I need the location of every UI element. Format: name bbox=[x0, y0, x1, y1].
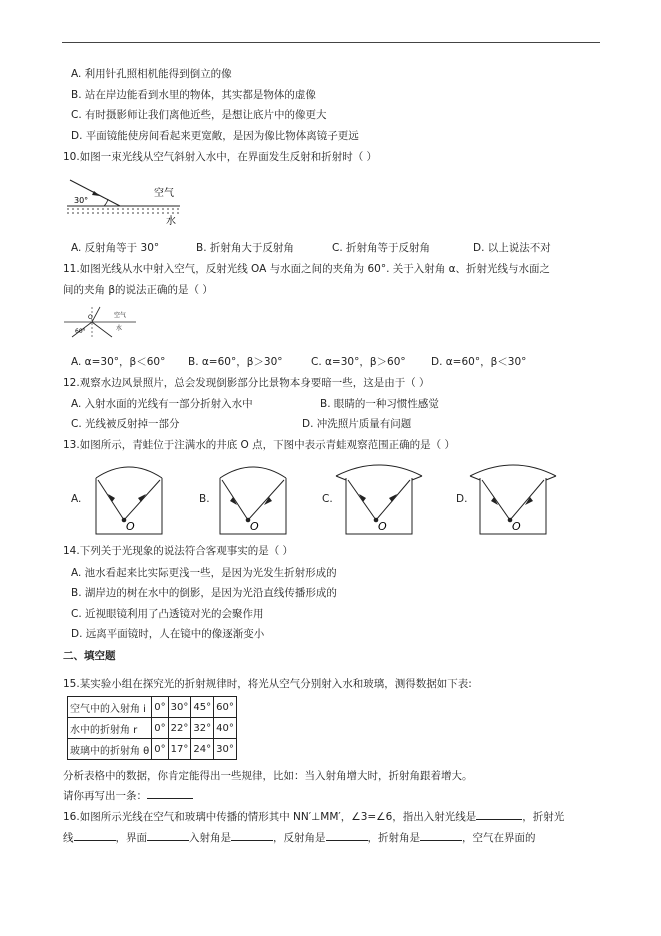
q16-interface-blank[interactable] bbox=[147, 840, 189, 841]
q14-option-b: B. 湖岸边的树在水中的倒影，是因为光沿直线传播形成的 bbox=[71, 587, 337, 599]
q9-option-a: A. 利用针孔照相机能得到倒立的像 bbox=[71, 68, 232, 80]
q11-option-d: D. α=60°，β＜30° bbox=[431, 356, 527, 368]
q14-stem: 14.下列关于光现象的说法符合客观事实的是（ ） bbox=[63, 545, 294, 557]
q10-option-c: C. 折射角等于反射角 bbox=[332, 242, 431, 254]
table-row bbox=[68, 697, 237, 718]
q16-reflection-angle-blank[interactable] bbox=[326, 840, 368, 841]
table-row bbox=[68, 718, 237, 739]
q12-option-a: A. 入射水面的光线有一部分折射入水中 bbox=[71, 398, 253, 410]
q10-water-label: 水 bbox=[166, 216, 176, 227]
q14-option-d: D. 远离平面镜时，人在镜中的像逐渐变小 bbox=[71, 628, 265, 640]
table-cell: 0° bbox=[152, 697, 168, 718]
q15-data-table bbox=[67, 696, 237, 760]
q13-figure-d bbox=[468, 458, 558, 538]
q13-stem: 13.如图所示，青蛙位于注满水的井底 O 点，下图中表示青蛙观察范围正确的是（ ） bbox=[63, 439, 455, 451]
q9-option-d: D. 平面镜能使房间看起来更宽敞，是因为像比物体离镜子更远 bbox=[71, 130, 359, 142]
q16-incident-angle-blank[interactable] bbox=[231, 840, 273, 841]
table-cell: 32° bbox=[191, 718, 214, 739]
q16-text-2e: ，折射角是 bbox=[367, 832, 420, 844]
table-cell: 40° bbox=[214, 718, 237, 739]
table-cell: 水中的折射角 r bbox=[68, 718, 152, 739]
q11-option-b: B. α=60°，β＞30° bbox=[188, 356, 283, 368]
table-cell: 60° bbox=[214, 697, 237, 718]
q10-option-a: A. 反射角等于 30° bbox=[71, 242, 160, 254]
q12-stem: 12.观察水边风景照片，总会发现倒影部分比景物本身要暗一些，这是由于（ ） bbox=[63, 377, 430, 389]
q16-text-2d: ，反射角是 bbox=[273, 832, 326, 844]
q16-refraction-angle-blank[interactable] bbox=[420, 840, 462, 841]
q16-line1 bbox=[63, 810, 564, 824]
q16-text-2c: 入射角是 bbox=[189, 832, 231, 844]
q13-figure-c bbox=[334, 458, 424, 538]
q12-option-b: B. 眼睛的一种习惯性感觉 bbox=[320, 398, 439, 410]
q11-angle-label: 60° bbox=[75, 328, 86, 335]
table-cell: 0° bbox=[152, 718, 168, 739]
q10-option-b: B. 折射角大于反射角 bbox=[196, 242, 294, 254]
table-row bbox=[68, 739, 237, 760]
q15-analysis: 分析表格中的数据，你肯定能得出一些规律，比如：当入射角增大时，折射角跟着增大。 bbox=[63, 770, 473, 782]
q14-option-a: A. 池水看起来比实际更浅一些，是因为光发生折射形成的 bbox=[71, 567, 337, 579]
q16-incident-ray-blank[interactable] bbox=[476, 819, 522, 820]
table-cell: 17° bbox=[168, 739, 191, 760]
q11-option-a: A. α=30°，β＜60° bbox=[71, 356, 166, 368]
q16-refracted-ray-blank[interactable] bbox=[74, 840, 116, 841]
q11-o-label: O bbox=[88, 314, 93, 321]
q10-stem: 10.如图一束光线从空气斜射入水中，在界面发生反射和折射时（ ） bbox=[63, 151, 378, 163]
header-rule bbox=[62, 42, 600, 43]
q12-option-d: D. 冲洗照片质量有问题 bbox=[302, 418, 412, 430]
q10-figure bbox=[62, 172, 192, 232]
table-cell: 30° bbox=[168, 697, 191, 718]
q11-stem-line1: 11.如图光线从水中射入空气，反射光线 OA 与水面之间的夹角为 60°. 关于入射角 α、折射光线与水面之 bbox=[63, 263, 551, 275]
q16-text-2b: ，界面 bbox=[115, 832, 147, 844]
q10-option-d: D. 以上说法不对 bbox=[473, 242, 551, 254]
q13-a-point: O bbox=[126, 520, 135, 533]
q14-option-c: C. 近视眼镜利用了凸透镜对光的会聚作用 bbox=[71, 608, 264, 620]
q16-text-2a: 线 bbox=[63, 832, 74, 844]
q15-answer-blank[interactable] bbox=[147, 798, 193, 799]
q13-b-point: O bbox=[250, 520, 259, 533]
q11-option-c: C. α=30°，β＞60° bbox=[311, 356, 406, 368]
q16-text-2f: ，空气在界面的 bbox=[462, 832, 536, 844]
section-heading: 二、填空题 bbox=[63, 650, 116, 662]
q16-text-1: 16.如图所示光线在空气和玻璃中传播的情形其中 NN′⊥MM′，∠3=∠6，指出入射光线是 bbox=[63, 811, 477, 823]
q16-line2 bbox=[63, 831, 536, 845]
q13-label-c: C. bbox=[322, 493, 333, 505]
q13-label-a: A. bbox=[71, 493, 82, 505]
table-cell: 玻璃中的折射角 θ bbox=[68, 739, 152, 760]
q10-air-label: 空气 bbox=[154, 188, 174, 199]
q11-air-label: 空气 bbox=[114, 312, 127, 319]
q15-stem: 15.某实验小组在探究光的折射规律时，将光从空气分别射入水和玻璃，测得数据如下表: bbox=[63, 678, 472, 690]
q13-figure-a bbox=[88, 458, 170, 538]
q11-figure bbox=[62, 303, 140, 343]
q13-label-d: D. bbox=[456, 493, 468, 505]
q13-label-b: B. bbox=[199, 493, 210, 505]
table-cell: 24° bbox=[191, 739, 214, 760]
q9-option-b: B. 站在岸边能看到水里的物体，其实都是物体的虚像 bbox=[71, 89, 316, 101]
q13-figure-b bbox=[212, 458, 294, 538]
q11-stem-line2: 间的夹角 β的说法正确的是（ ） bbox=[63, 284, 213, 296]
q11-water-label: 水 bbox=[116, 325, 123, 332]
q13-d-point: O bbox=[512, 520, 521, 533]
q13-c-point: O bbox=[378, 520, 387, 533]
table-cell: 空气中的入射角 i bbox=[68, 697, 152, 718]
q10-angle-label: 30° bbox=[74, 196, 89, 205]
q9-option-c: C. 有时摄影师让我们离他近些，是想让底片中的像更大 bbox=[71, 109, 327, 121]
q12-option-c: C. 光线被反射掉一部分 bbox=[71, 418, 180, 430]
q15-ask: 请你再写出一条： bbox=[63, 790, 147, 802]
table-cell: 22° bbox=[168, 718, 191, 739]
table-cell: 0° bbox=[152, 739, 168, 760]
q15-ask-line bbox=[63, 789, 193, 803]
table-cell: 45° bbox=[191, 697, 214, 718]
table-cell: 30° bbox=[214, 739, 237, 760]
q16-text-1b: ，折射光 bbox=[522, 811, 565, 823]
